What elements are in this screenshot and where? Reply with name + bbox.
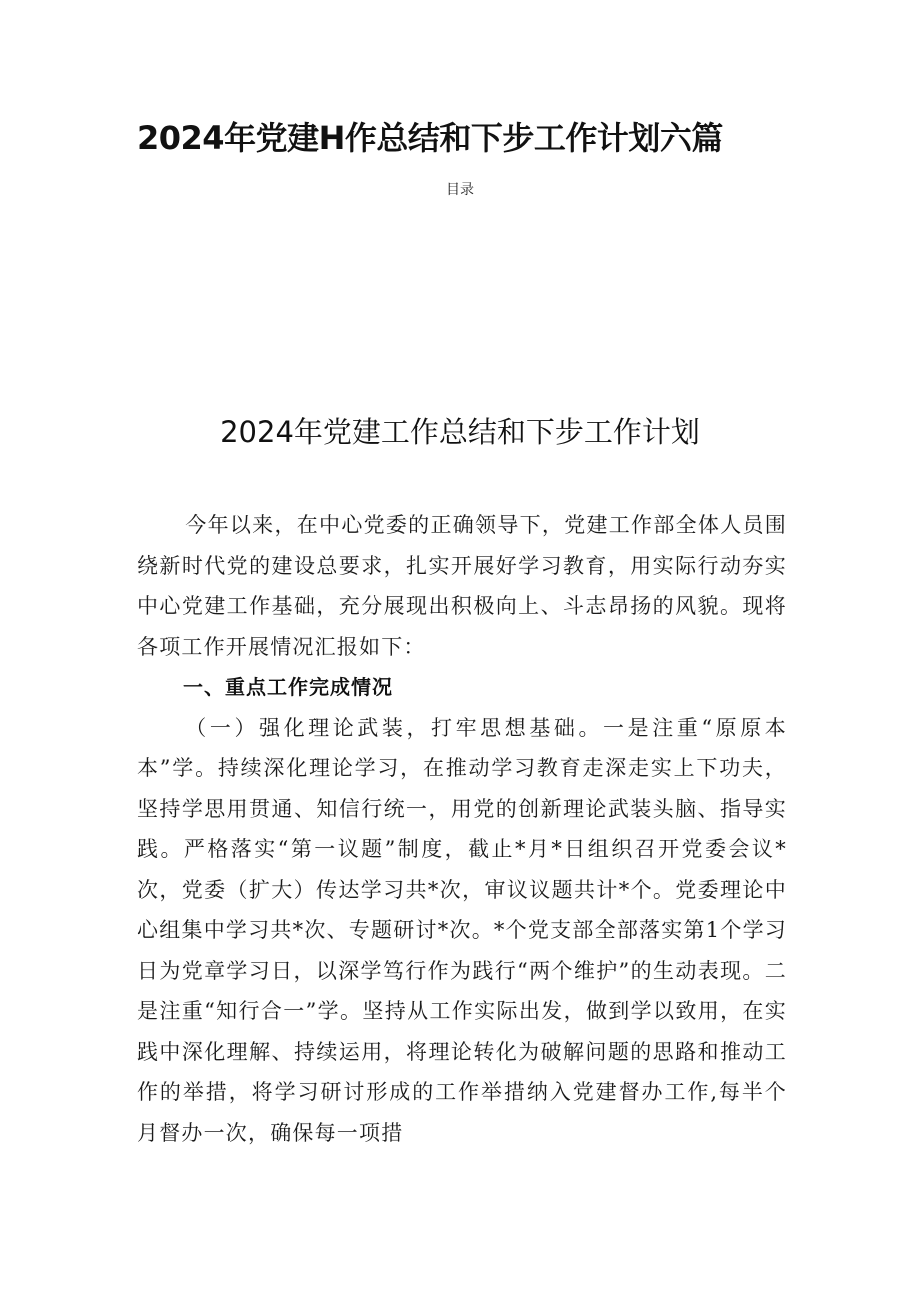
heading-key-work: 一、重点工作完成情况 — [183, 675, 393, 699]
document-body — [137, 505, 787, 1153]
document-title: 2024年党建H作总结和下步工作计划六篇 — [137, 119, 723, 157]
table-of-contents-label: 目录 — [446, 182, 474, 198]
item-1-paragraph: （一）强化理论武装，打牢思想基础。一是注重“原原本本”学。持续深化理论学习，在推动学习教育走深走实上下功夫，坚持学思用贯通、知信行统一，用党的创新理论武装头脑、指导实践。严格落实“第一议题”制度，截止*月*日组织召开党委会议*次，党委（扩大）传达学习共*次，审议议题共计*个。党委理论中心组集中学习共*次、专题研讨*次。*个党支部全部落实第1个学习日为党章学习日，以深学笃行作为践行“两个维护”的生动表现。二是注重“知行合一”学。坚持从工作实际出发，做到学以致用，在实践中深化理解、持续运用，将理论转化为破解问题的思路和推动工作的举措，将学习研讨形成的工作举措纳入党建督办工作,每半个月督办一次，确保每一项措 — [137, 715, 787, 1145]
intro-paragraph: 今年以来，在中心党委的正确领导下，党建工作部全体人员围绕新时代党的建设总要求，扎实开展好学习教育，用实际行动夯实中心党建工作基础，充分展现出积极向上、斗志昂扬的风貌。现将各项工作开展情况汇报如下： — [137, 513, 787, 659]
section-title: 2024年党建工作总结和下步工作计划 — [220, 415, 700, 449]
